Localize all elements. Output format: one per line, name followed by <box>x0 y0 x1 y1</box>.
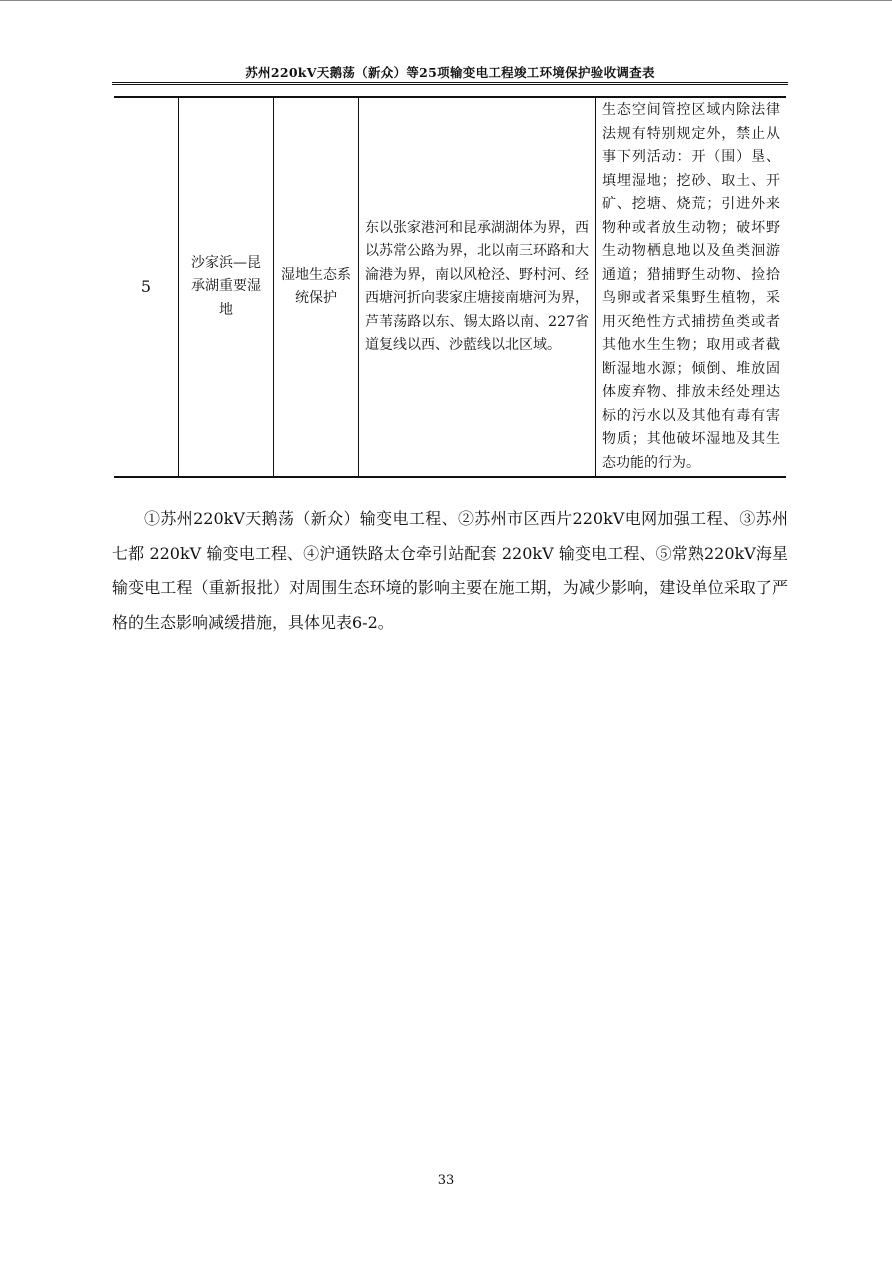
body-paragraph: ①苏州220kV天鹅荡（新众）输变电工程、②苏州市区西片220kV电网加强工程、③苏州七都 220kV 输变电工程、④沪通铁路太仓牵引站配套 220kV 输变电工程、⑤常熟220kV海星输变电工程（重新报批）对周围生态环境的影响主要在施工期，为减少影响，建设单位采取了严格的生态影响减缓措施，具体见表6-2。 <box>112 509 788 632</box>
page-number: 33 <box>437 1173 455 1188</box>
page-top-border <box>0 0 892 1</box>
cell-number: 5 <box>114 97 179 477</box>
cell-protection-type: 湿地生态系统保护 <box>274 97 359 477</box>
running-header-title: 苏州220kV天鹅荡（新众）等25项输变电工程竣工环境保护验收调查表 <box>245 65 655 80</box>
cell-area-name: 沙家浜—昆承湖重要湿地 <box>179 97 274 477</box>
header-rule <box>112 82 788 85</box>
cell-area-range: 东以张家港河和昆承湖湖体为界，西以苏常公路为界，北以南三环路和大淪港为界，南以风枪泾、野村河、经西塘河折向裴家庄塘接南塘河为界，芦苇荡路以东、锡太路以南、227省道复线以西、沙藍线以北区域。 <box>359 97 596 477</box>
protection-area-table <box>114 96 786 478</box>
table-row <box>114 97 786 477</box>
cell-control-rules: 生态空间管控区域内除法律法规有特别规定外，禁止从事下列活动：开（围）垦、填埋湿地；挖砂、取土、开矿、挖塘、烧荒；引进外来物种或者放生动物；破坏野生动物栖息地以及鱼类洄游通道；猎捕野生动物、捡拾鸟卵或者采集野生植物，采用灭绝性方式捕捞鱼类或者其他水生生物；取用或者截断湿地水源；倾倒、堆放固体废弃物、排放未经处理达标的污水以及其他有毒有害物质；其他破坏湿地及其生态功能的行为。 <box>596 97 787 477</box>
